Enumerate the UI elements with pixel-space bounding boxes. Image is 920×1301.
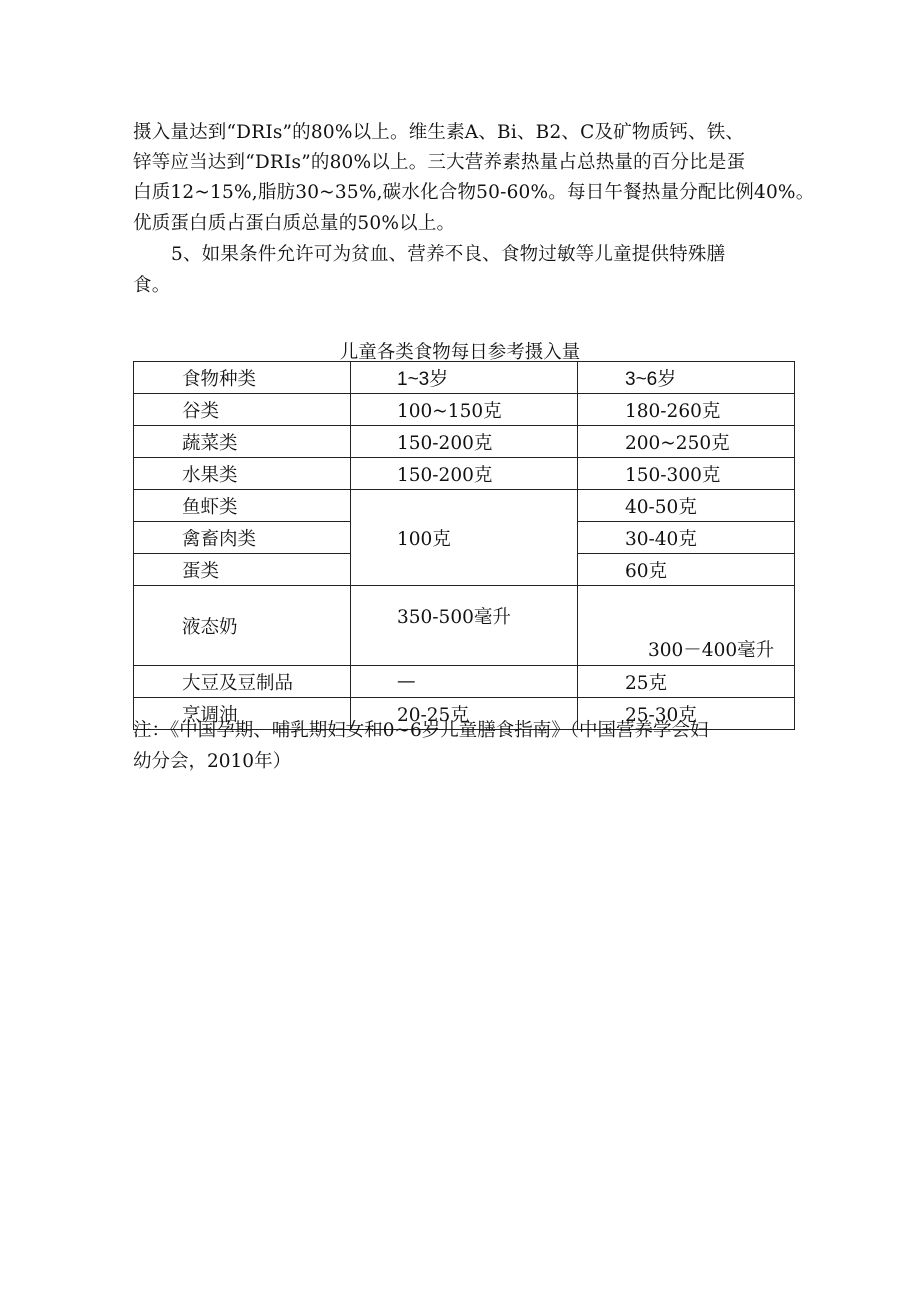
table-row (134, 394, 795, 426)
table-header-row (134, 362, 795, 394)
table-row (134, 426, 795, 458)
table-row (134, 666, 795, 698)
paragraph-line: 白质12~15%,脂肪30~35%,碳水化合物50-60%。每日午餐热量分配比例40%。 (133, 182, 815, 203)
note-line: 注：《中国孕期、哺乳期妇女和0~6岁儿童膳食指南》（中国营养学会妇 (133, 720, 709, 741)
table-caption: 儿童各类食物每日参考摄入量 (339, 342, 581, 363)
paragraph-line: 食。 (133, 275, 171, 296)
intake-1-3-merged: 100克 (351, 490, 578, 586)
paragraph-line: 优质蛋白质占蛋白质总量的50%以上。 (133, 213, 456, 234)
note-line: 幼分会，2010年） (133, 751, 292, 772)
intake-1-3: 150-200克 (351, 426, 578, 458)
intake-1-3: 20-25克 (351, 698, 578, 730)
table-row (134, 586, 795, 666)
food-name: 蛋类 (134, 554, 351, 586)
header-food-type: 食物种类 (134, 362, 351, 394)
intake-3-6: 25克 (578, 666, 795, 698)
food-intake-table (133, 361, 795, 730)
food-name: 大豆及豆制品 (134, 666, 351, 698)
food-name: 烹调油 (134, 698, 351, 730)
food-name: 禽畜肉类 (134, 522, 351, 554)
table-row (134, 458, 795, 490)
paragraph-line: 摄入量达到“DRIs”的80%以上。维生素A、Bi、B2、C及矿物质钙、铁、 (133, 122, 745, 143)
intake-3-6: 300－400毫升 (578, 586, 795, 666)
food-name: 蔬菜类 (134, 426, 351, 458)
header-age-1-3: 1~3岁 (351, 362, 578, 394)
intake-1-3: 350-500毫升 (351, 586, 578, 666)
food-name: 液态奶 (134, 586, 351, 666)
header-age-3-6: 3~6岁 (578, 362, 795, 394)
intake-3-6: 40-50克 (578, 490, 795, 522)
intake-1-3: — (351, 666, 578, 698)
intake-1-3: 100~150克 (351, 394, 578, 426)
table-row (134, 490, 795, 522)
intake-3-6: 30-40克 (578, 522, 795, 554)
paragraph-line: 锌等应当达到“DRIs”的80%以上。三大营养素热量占总热量的百分比是蛋 (133, 152, 746, 173)
intake-3-6: 150-300克 (578, 458, 795, 490)
intake-3-6: 200~250克 (578, 426, 795, 458)
food-name: 水果类 (134, 458, 351, 490)
food-name: 鱼虾类 (134, 490, 351, 522)
paragraph-line: 5、如果条件允许可为贫血、营养不良、食物过敏等儿童提供特殊膳 (171, 244, 726, 265)
intake-3-6: 60克 (578, 554, 795, 586)
intake-1-3: 150-200克 (351, 458, 578, 490)
food-name: 谷类 (134, 394, 351, 426)
intake-3-6: 25-30克 (578, 698, 795, 730)
intake-3-6: 180-260克 (578, 394, 795, 426)
